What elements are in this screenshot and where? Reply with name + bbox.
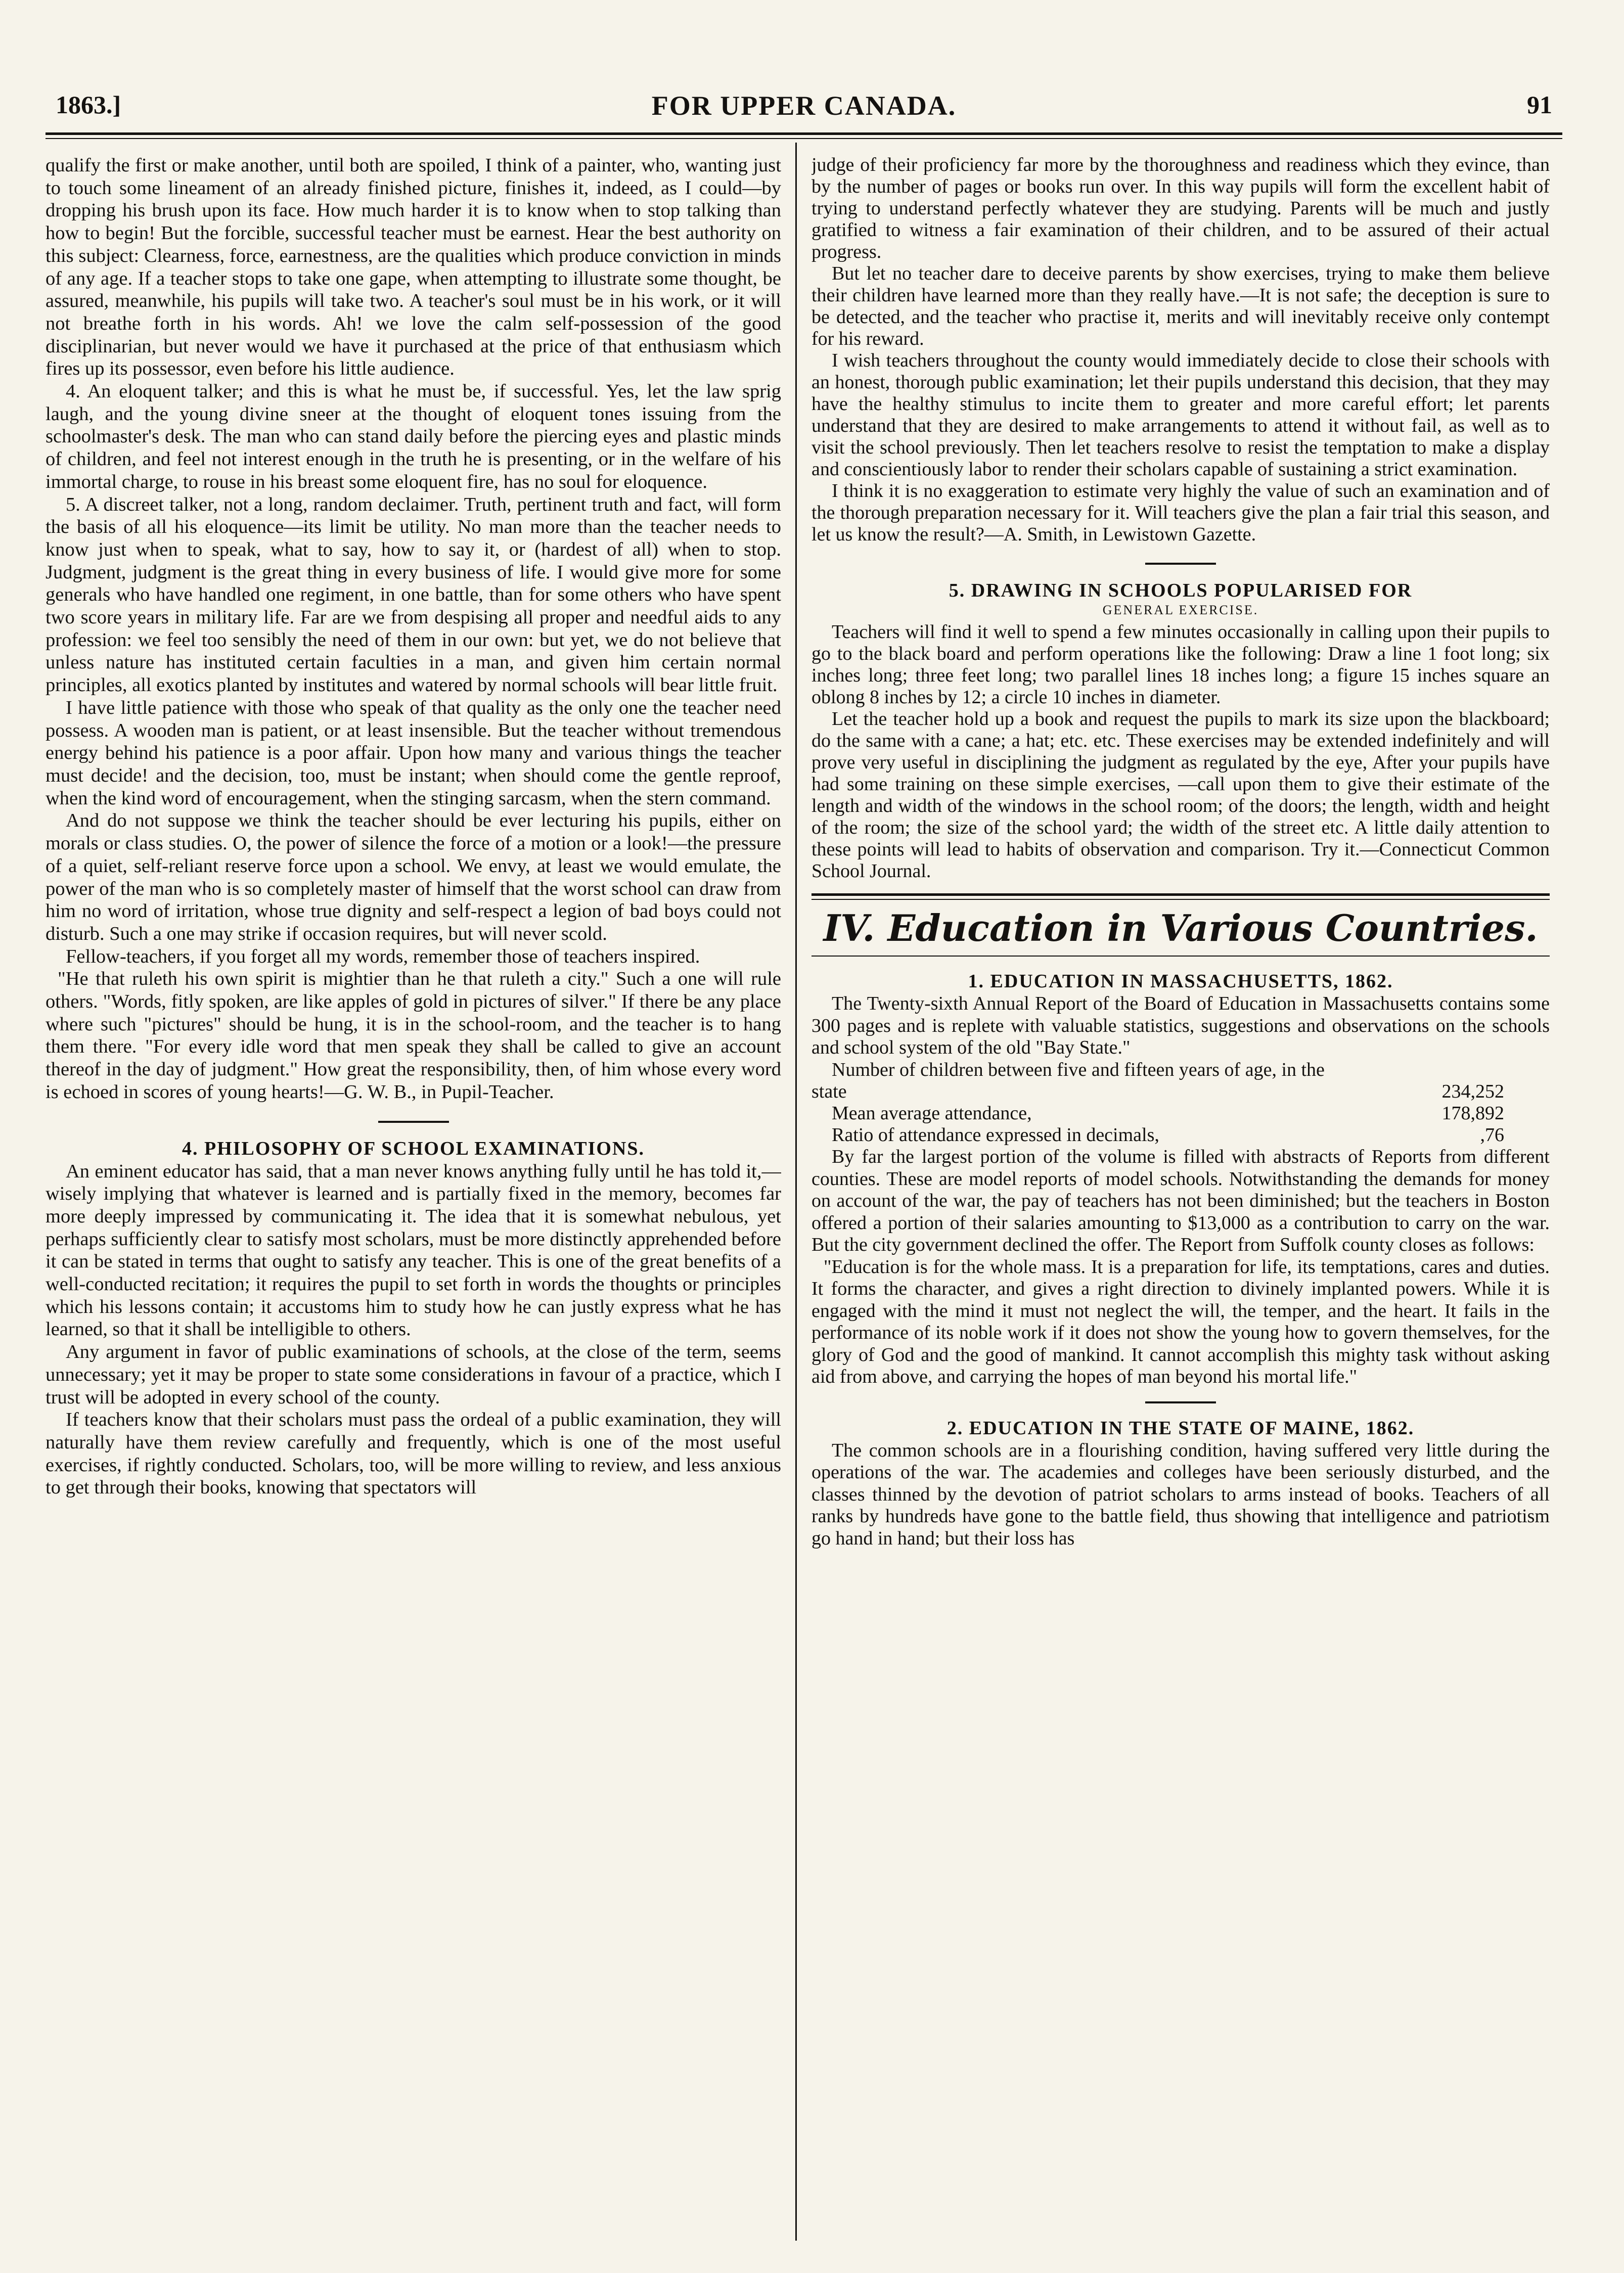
paragraph: 5. A discreet talker, not a long, random declaimer. Truth, pertinent truth and fact, will form the basis of all his eloquence—its limit be utility. No man more than the teacher needs to know just when to speak, what to say, how to say it, or (hardest of all) when to stop. Judgment, judgment is the great thing in every business of life. I would give more for some generals who have handled one regiment, in one battle, than for some others who have spent two score years in military life. Far are we from despising all proper and needful aids to any profession: we feel too sensibly the need of them in our own: but yet, we do not believe that unless nature has instituted certain faculties in a man, and given him certain normal principles, all exotics planted by institutes and watered by normal schools will bear little fruit. (46, 493, 781, 696)
lower-section (811, 970, 1550, 1550)
part-rule-thin (811, 899, 1550, 900)
stat-label: Mean average attendance, (832, 1103, 1032, 1124)
section-subtitle: GENERAL EXERCISE. (1102, 603, 1259, 617)
header-year: 1863.] (56, 90, 121, 119)
paragraph: And do not suppose we think the teacher should be ever lecturing his pupils, either on morals or class studies. O, the power of silence the force of a motion or a look!—the pressure of a quiet, self-reliant reserve force upon a school. We envy, at least we would emulate, the power of the man who is so completely master of himself that the worst school can draw from him no word of irritation, whose true dignity and self-respect a legion of bad boys could not disturb. Such a one may strike if occasion requires, but will never scold. (46, 810, 781, 944)
section-title: 4. PHILOSOPHY OF SCHOOL EXAMINATIONS. (182, 1138, 645, 1159)
paragraph: I wish teachers throughout the county would immediately decide to close their schools with an honest, thorough public examination; let their pupils understand this decision, that they may have the healthy stimulus to incite them to greater and more careful effort; let parents understand that they are desired to make arrangements to attend it without fail, as well as to visit the school previously. Then let teachers resolve to resist the temptation to make a display and conscientiously labor to render their scholars capable of sustaining a strict examination. (811, 350, 1550, 480)
paragraph: By far the largest portion of the volume is filled with abstracts of Reports from different counties. These are model reports of model schools. Notwithstanding the demands for money on account of the war, the pay of teachers has not been diminished; but the teachers in Boston offered a portion of their salaries amounting to $13,000 as a contribution to carry on the war. But the city government declined the offer. The Report from Suffolk county closes as follows: (811, 1146, 1550, 1255)
header-rule-thin (46, 138, 1562, 139)
stat-row (811, 1081, 1550, 1103)
header-title: FOR UPPER CANADA. (651, 90, 957, 121)
section-separator (1145, 1401, 1216, 1403)
header-rule-thick (46, 132, 1562, 135)
stat-value: ,76 (1480, 1124, 1504, 1146)
paragraph: "He that ruleth his own spirit is mightier than he that ruleth a city." Such a one will rule others. "Words, fitly spoken, are like apples of gold in pictures of silver." If there be any place where such "pictures" should be hung, it is in the school-room, and the teacher is to hang them there. "For every idle word that men speak they shall be called to give an account thereof in the day of judgment." How great the responsibility, then, of him whose every word is echoed in scores of young hearts!—G. W. B., in Pupil-Teacher. (46, 968, 781, 1103)
section-title: 5. DRAWING IN SCHOOLS POPULARISED FOR (949, 580, 1413, 601)
stat-label: state (811, 1081, 847, 1102)
page-header (56, 90, 1552, 125)
stat-value: 234,252 (1441, 1081, 1504, 1102)
part-rule-thin (811, 956, 1550, 957)
section-title: 1. EDUCATION IN MASSACHUSETTS, 1862. (968, 971, 1393, 992)
paragraph: But let no teacher dare to deceive parents by show exercises, trying to make them believe their children have learned more than they really have.—It is not safe; the deception is sure to be detected, and the teacher who practise it, merits and will inevitably receive only contempt for his reward. (811, 263, 1550, 349)
column-divider (795, 143, 797, 2241)
stat-label: Ratio of attendance expressed in decimals, (832, 1124, 1159, 1146)
paragraph: The common schools are in a flourishing condition, having suffered very little during the operations of the war. The academies and colleges have been seriously disturbed, and the classes thinned by the devotion of patriot scholars to arms instead of books. Teachers of all ranks by hundreds have gone to the battle field, thus showing that intelligence and patriotism go hand in hand; but their loss has (811, 1439, 1550, 1549)
section-separator (1145, 563, 1216, 565)
paragraph: Let the teacher hold up a book and request the pupils to mark its size upon the blackboard; do the same with a cane; a hat; etc. etc. These exercises may be extended indefinitely and will prove very useful in disciplining the judgment as regulated by the eye, After your pupils have had some training on these simple exercises, —call upon them to give their estimate of the length and width of the windows in the school room; of the doors; the length, width and height of the room; the size of the school yard; the width of the street etc. A little daily attention to these points will lead to habits of observation and comparison. Try it.—Connecticut Common School Journal. (811, 708, 1550, 882)
paragraph: qualify the first or make another, until both are spoiled, I think of a painter, who, wanting just to touch some lineament of an already finished picture, finishes it, indeed, as I could—by dropping his brush upon its face. How much harder it is to know when to stop talking than how to begin! But the forcible, successful teacher must be earnest. Hear the best authority on this subject: Clearness, force, earnestness, are the qualities which produce conviction in minds of any age. If a teacher stops to take one gape, when attempting to illustrate some thought, be assured, meanwhile, his pupils will take two. A teacher's soul must be in his work, or it will not breathe forth in his words. Ah! we love the calm self-possession of the good disciplinarian, but never would we have it purchased at the price of that enthusiasm which fires up its possessor, even before his little audience. (46, 155, 781, 380)
right-column (811, 154, 1550, 2247)
paragraph: Any argument in favor of public examinations of schools, at the close of the term, seems unnecessary; yet it may be proper to state some considerations in favour of a practice, which I trust will be adopted in every school of the county. (46, 1341, 781, 1408)
section-separator (378, 1121, 449, 1123)
paragraph: I think it is no exaggeration to estimate very highly the value of such an examination and of the thorough preparation necessary for it. Will teachers give the plan a fair trial this season, and let us know the result?—A. Smith, in Lewistown Gazette. (811, 480, 1550, 545)
left-column (46, 154, 781, 2247)
paragraph: An eminent educator has said, that a man never knows anything fully until he has told it,—wisely implying that whatever is learned and is partially fixed in the memory, becomes far more deeply impressed by communicating it. The idea that it is somewhat nebulous, yet perhaps sufficiently clear to satisfy most scholars, must be more distinctly apprehended before it can be stated in terms that ought to satisfy any teacher. This is one of the great benefits of a well-conducted recitation; it requires the pupil to set forth in words the thoughts or principles which his lessons contain; it accustoms him to study how he can justly express what he has learned, so that it shall be intelligible to others. (46, 1160, 781, 1340)
stat-row (811, 1103, 1550, 1124)
paragraph: Teachers will find it well to spend a few minutes occasionally in calling upon their pupils to go to the black board and perform operations like the following: Draw a line 1 foot long; six inches long; three feet long; two parallel lines 18 inches long; a figure 15 inches square an oblong 8 inches by 12; a circle 10 inches in diameter. (811, 621, 1550, 708)
stat-value: 178,892 (1441, 1103, 1504, 1124)
paragraph: "Education is for the whole mass. It is a preparation for life, its temptations, cares and duties. It forms the character, and gives a right direction to divinely implanted powers. While it is engaged with the mind it must not neglect the will, the temper, and the heart. It fails in the performance of its noble work if it does not show the young how to govern themselves, for the glory of God and the good of mankind. It cannot accomplish this mighty task without asking aid from above, and carrying the hopes of man beyond his mortal life." (811, 1256, 1550, 1387)
paragraph: 4. An eloquent talker; and this is what he must be, if successful. Yes, let the law sprig laugh, and the young divine sneer at the thought of eloquent tones issuing from the schoolmaster's desk. The man who can stand daily before the piercing eyes and plastic minds of children, and feel not interest enough in the truth he is presenting, or in the welfare of his immortal charge, to rouse in his breast some eloquent fire, has no soul for eloquence. (46, 381, 781, 492)
header-page-number: 91 (1527, 90, 1552, 119)
paragraph: If teachers know that their scholars must pass the ordeal of a public examination, they will naturally have them review carefully and frequently, which is one of the most useful exercises, if rightly conducted. Scholars, too, will be more willing to review, and less anxious to get through their books, knowing that spectators will (46, 1409, 781, 1498)
part-rule-thick (811, 893, 1550, 896)
stat-row (811, 1124, 1550, 1146)
paragraph: Number of children between five and fifteen years of age, in the (832, 1059, 1325, 1080)
section-title: 2. EDUCATION IN THE STATE OF MAINE, 1862. (946, 1417, 1415, 1439)
part-heading: IV. Education in Various Countries. (823, 906, 1538, 949)
paragraph: judge of their proficiency far more by the thoroughness and readiness which they evince, than by the number of pages or books run over. In this way pupils will form the excellent habit of trying to understand perfectly whatever they are studying. Parents will be much and justly gratified to witness a fair examination of their children, and to be assured of their actual progress. (811, 154, 1550, 262)
paragraph: Fellow-teachers, if you forget all my words, remember those of teachers inspired. (66, 945, 700, 967)
paragraph: The Twenty-sixth Annual Report of the Board of Education in Massachusetts contains some 300 pages and is replete with valuable statistics, suggestions and observations on the schools and school system of the old "Bay State." (811, 993, 1550, 1058)
paragraph: I have little patience with those who speak of that quality as the only one the teacher need possess. A wooden man is patient, or at least insensible. But the teacher without tremendous energy behind his patience is a poor affair. Upon how many and various things the teacher must decide! and the decision, too, must be instant; when should come the gentle reproof, when the kind word of encouragement, when the stinging sarcasm, when the stern command. (46, 697, 781, 809)
